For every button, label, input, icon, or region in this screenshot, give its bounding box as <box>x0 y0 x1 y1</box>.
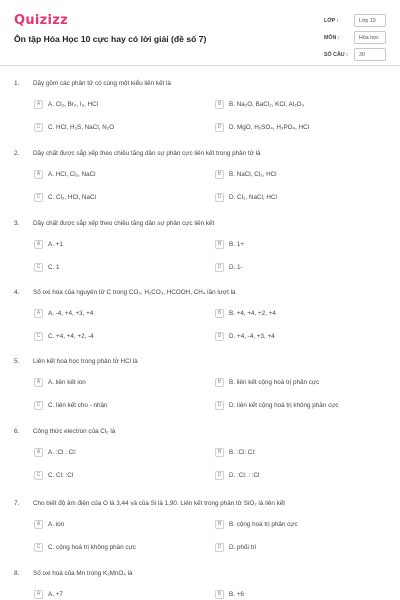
option-text: B. liên kết cộng hoá trị phân cực <box>229 378 320 386</box>
question-number: 1. <box>14 80 20 87</box>
answer-option[interactable] <box>34 469 73 481</box>
answer-option[interactable] <box>34 261 60 273</box>
answer-option[interactable] <box>215 191 277 203</box>
answer-option[interactable] <box>34 238 63 250</box>
answer-option[interactable] <box>215 307 276 319</box>
option-text: C. 1 <box>48 263 60 271</box>
option-letter-box: C <box>34 263 43 272</box>
answer-option[interactable] <box>34 541 136 553</box>
answer-option[interactable] <box>34 446 76 458</box>
option-letter-box: B <box>215 240 224 249</box>
question-number: 8. <box>14 570 20 577</box>
option-letter-box: B <box>215 590 224 599</box>
option-text: A. :Cl : Cl: <box>48 448 77 456</box>
question-text: Dãy chất được sắp xếp theo chiều tăng dần sự phân cực liên kết <box>33 220 215 227</box>
option-text: C. liên kết cho - nhận <box>48 401 108 409</box>
option-text: D. +4, -4, +3, +4 <box>229 332 275 340</box>
option-letter-box: A <box>34 240 43 249</box>
option-text: D. :Cl: : :Cl <box>229 471 260 479</box>
option-letter-box: A <box>34 170 43 179</box>
question-text: Dãy chất được sắp xếp theo chiều tăng dần sự phân cực liên kết trong phân tử là <box>33 150 261 157</box>
option-text: C. Cl₂, HCl, NaCl <box>48 193 96 201</box>
quizizz-logo: Quizizz <box>14 13 69 28</box>
question-text: Số oxi hoá của Mn trong K₂MnO₄ là <box>33 570 133 577</box>
answer-option[interactable] <box>34 168 96 180</box>
option-text: B. +4, +4, +2, +4 <box>229 309 276 317</box>
option-text: A. +7 <box>48 590 63 598</box>
answer-option[interactable] <box>34 588 63 600</box>
meta-row-count <box>324 46 386 63</box>
question-number: 7. <box>14 500 20 507</box>
option-letter-box: A <box>34 590 43 599</box>
option-text: C. Cl: :Cl <box>48 471 74 479</box>
page-title: Ôn tập Hóa Học 10 cực hay có lời giải (đề số 7) <box>14 34 207 44</box>
option-text: D. liên kết cộng hoá trị không phân cực <box>229 401 339 409</box>
question-text: Công thức electron của Cl₂ là <box>33 428 116 435</box>
option-letter-box: C <box>34 123 43 132</box>
meta-label: MÔN : <box>324 34 340 41</box>
option-letter-box: D <box>215 543 224 552</box>
option-text: A. liên kết ion <box>48 378 86 386</box>
meta-value-field[interactable]: Lớp 10 <box>354 14 386 27</box>
question-text: Số oxi hóa của nguyên tử C trong CO₂, H₂CO₃, HCOOH, CH₄ lần lượt là <box>33 289 236 296</box>
question-number: 3. <box>14 220 20 227</box>
option-letter-box: A <box>34 448 43 457</box>
option-letter-box: D <box>215 332 224 341</box>
answer-option[interactable] <box>215 518 298 530</box>
answer-option[interactable] <box>215 446 256 458</box>
answer-option[interactable] <box>34 307 93 319</box>
question-text: Liên kết hoá học trong phân tử HCl là <box>33 358 138 365</box>
option-letter-box: B <box>215 520 224 529</box>
option-letter-box: D <box>215 263 224 272</box>
option-text: D. 1- <box>229 263 243 271</box>
option-text: A. +1 <box>48 240 63 248</box>
option-text: C. +4, +4, +2, -4 <box>48 332 94 340</box>
meta-panel <box>324 12 386 63</box>
option-text: B. +6 <box>229 590 244 598</box>
question-number: 2. <box>14 150 20 157</box>
answer-option[interactable] <box>34 518 64 530</box>
answer-option[interactable] <box>215 541 256 553</box>
header-divider <box>0 65 400 66</box>
question-number: 4. <box>14 289 20 296</box>
option-text: B. :Cl: Cl: <box>229 448 256 456</box>
option-letter-box: B <box>215 100 224 109</box>
option-text: A. ion <box>48 520 65 528</box>
question-text: Cho biết độ âm điện của O là 3,44 và của Si là 1,90. Liên kết trong phân tử SiO₂ là liên kết <box>33 500 286 507</box>
answer-option[interactable] <box>215 168 277 180</box>
answer-option[interactable] <box>215 98 304 110</box>
option-text: B. NaCl, Cl₂, HCl <box>229 170 277 178</box>
answer-option[interactable] <box>34 121 114 133</box>
option-letter-box: C <box>34 471 43 480</box>
option-letter-box: D <box>215 193 224 202</box>
answer-option[interactable] <box>34 376 86 388</box>
option-text: C. cộng hoá trị không phân cực <box>48 543 136 551</box>
question-number: 6. <box>14 428 20 435</box>
option-letter-box: A <box>34 100 43 109</box>
answer-option[interactable] <box>215 261 243 273</box>
option-letter-box: B <box>215 170 224 179</box>
option-letter-box: B <box>215 309 224 318</box>
option-text: D. phối trí <box>229 543 257 551</box>
option-letter-box: D <box>215 401 224 410</box>
option-text: C. HCl, H₂S, NaCl, N₂O <box>48 123 115 131</box>
answer-option[interactable] <box>215 121 309 133</box>
option-text: D. MgO, H₂SO₄, H₃PO₄, HCl <box>229 123 310 131</box>
answer-option[interactable] <box>34 330 94 342</box>
option-text: B. cộng hoá trị phân cực <box>229 520 298 528</box>
option-text: B. 1+ <box>229 240 244 248</box>
option-letter-box: C <box>34 193 43 202</box>
meta-row-subject <box>324 29 386 46</box>
option-letter-box: A <box>34 520 43 529</box>
meta-row-class <box>324 12 386 29</box>
answer-option[interactable] <box>34 399 108 411</box>
answer-option[interactable] <box>215 238 244 250</box>
meta-label: SỐ CÂU : <box>324 51 348 58</box>
option-letter-box: B <box>215 448 224 457</box>
option-letter-box: C <box>34 543 43 552</box>
answer-option[interactable] <box>215 399 339 411</box>
option-text: D. Cl₂, NaCl, HCl <box>229 193 277 201</box>
option-letter-box: D <box>215 471 224 480</box>
meta-label: LỚP : <box>324 17 339 24</box>
meta-value-field[interactable]: Hóa học <box>354 31 386 44</box>
meta-value-field[interactable]: 30 <box>354 48 386 61</box>
answer-option[interactable] <box>215 376 319 388</box>
option-text: A. Cl₂, Br₂, I₂, HCl <box>48 100 99 108</box>
option-text: A. HCl, Cl₂, NaCl <box>48 170 96 178</box>
option-letter-box: C <box>34 332 43 341</box>
question-number: 5. <box>14 358 20 365</box>
option-letter-box: C <box>34 401 43 410</box>
option-letter-box: A <box>34 309 43 318</box>
answer-option[interactable] <box>34 191 96 203</box>
answer-option[interactable] <box>215 469 259 481</box>
answer-option[interactable] <box>215 330 275 342</box>
option-letter-box: D <box>215 123 224 132</box>
option-text: A. -4, +4, +3, +4 <box>48 309 94 317</box>
option-letter-box: B <box>215 378 224 387</box>
answer-option[interactable] <box>34 98 98 110</box>
answer-option[interactable] <box>215 588 244 600</box>
option-letter-box: A <box>34 378 43 387</box>
question-text: Dãy gồm các phân tử có cùng một kiểu liên kết là <box>33 80 171 87</box>
option-text: B. Na₂O, BaCl₂, KCl, Al₂O₃ <box>229 100 304 108</box>
